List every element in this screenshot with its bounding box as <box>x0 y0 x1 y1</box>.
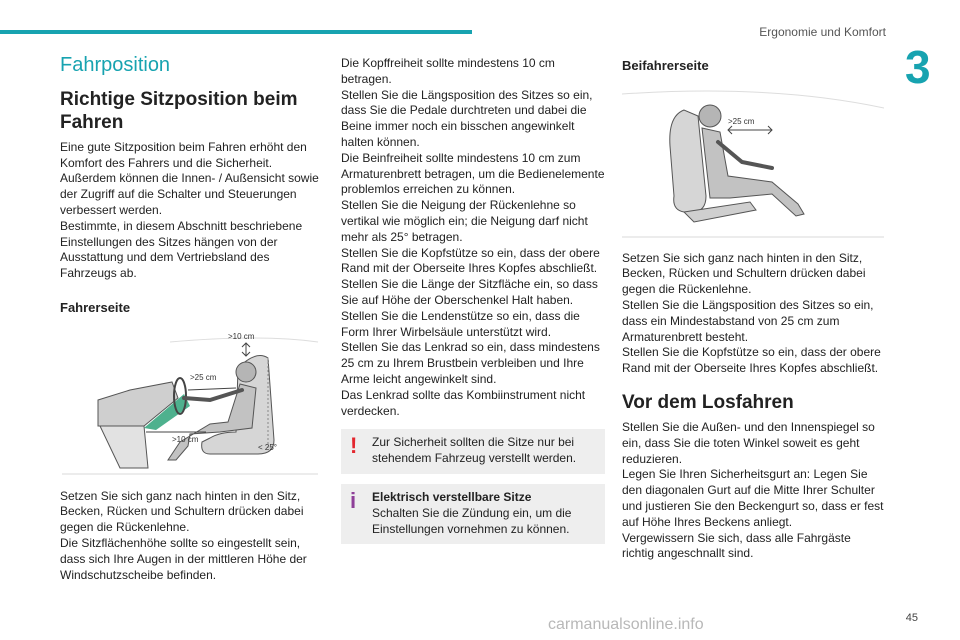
column-middle <box>341 56 605 544</box>
adjust-paragraph: Stellen Sie das Lenkrad so ein, dass mindestens 25 cm zu Ihrem Brustbein verbleiben und Ihre Arme leicht angewinkelt sind. <box>341 340 600 386</box>
intro-paragraph: Außerdem können die Innen- / Außensicht sowie der Zugriff auf die Schalter und Steuerungen verbessert werden. <box>60 171 319 217</box>
adjust-paragraph: Stellen Sie die Länge der Sitzfläche ein, so dass Sie auf Höhe der Oberschenkel Halt haben. <box>341 277 598 307</box>
page-number: 45 <box>905 612 918 624</box>
driver-seat-illustration <box>60 328 320 481</box>
passenger-paragraph: Setzen Sie sich ganz nach hinten in den Sitz, Becken, Rücken und Schultern drücken dabei gegen die Rückenlehne. <box>622 250 866 297</box>
heading-sitting-position: Richtige Sitzposition beim Fahren <box>60 88 298 133</box>
driver-label-knee: >10 cm <box>172 434 199 444</box>
adjust-paragraph: Stellen Sie die Längsposition des Sitzes so ein, dass Sie die Pedale durchtreten und dabei die Beine immer noch ein bisschen angewinkelt halten können. <box>341 87 593 149</box>
heading-before-driving: Vor dem Losfahren <box>622 391 794 413</box>
driver-paragraph: Die Sitzflächenhöhe sollte so eingestellt sein, dass sich Ihre Augen in der mittleren Höhe der Windschutzscheibe befinden. <box>60 535 307 582</box>
before-paragraph: Legen Sie Ihren Sicherheitsgurt an: Legen Sie den diagonalen Gurt auf die Mitte Ihrer Schulter und justieren Sie den Beckengurt so, dass er fest auf Höhe Ihres Beckens anliegt. <box>622 467 884 529</box>
driver-label-angle: < 25° <box>258 442 277 452</box>
passenger-label-distance: >25 cm <box>728 116 755 126</box>
intro-paragraph: Eine gute Sitzposition beim Fahren erhöht den Komfort des Fahrers und die Sicherheit. <box>60 139 307 170</box>
warning-note <box>341 429 605 474</box>
heading-driver-side: Fahrerseite <box>60 299 131 315</box>
warning-icon: ! <box>350 433 358 459</box>
adjust-paragraph: Die Beinfreiheit sollte mindestens 10 cm zum Armaturenbrett betragen, um die Bedienelemente problemlos erreichen zu können. <box>341 150 605 197</box>
chapter-number: 3 <box>905 41 931 93</box>
adjust-paragraph: Stellen Sie die Neigung der Rückenlehne so vertikal wie möglich ein; die Neigung darf nicht mehr als 25° betragen. <box>341 198 588 244</box>
driver-paragraph: Setzen Sie sich ganz nach hinten in den Sitz, Becken, Rücken und Schultern drücken dabei gegen die Rückenlehne. <box>60 488 304 535</box>
passenger-seat-illustration <box>622 86 886 243</box>
header-accent-bar <box>0 30 472 34</box>
column-left <box>60 56 320 583</box>
adjust-paragraph: Die Kopffreiheit sollte mindestens 10 cm betragen. <box>341 56 555 86</box>
intro-paragraph: Bestimmte, in diesem Abschnitt beschriebene Einstellungen des Sitzes hängen von der Ausstattung und dem Vertriebsland des Fahrzeugs ab. <box>60 218 303 281</box>
passenger-paragraph: Stellen Sie die Kopfstütze so ein, dass der obere Rand mit der Oberseite Ihres Kopfes abschließt. <box>622 345 881 376</box>
adjust-paragraph: Stellen Sie die Kopfstütze so ein, dass der obere Rand mit der Oberseite Ihres Kopfes abschließt. <box>341 245 600 276</box>
driver-label-head: >10 cm <box>228 331 255 341</box>
heading-passenger-side: Beifahrerseite <box>622 58 709 73</box>
info-text: Schalten Sie die Zündung ein, um die Einstellungen vornehmen zu können. <box>372 505 572 536</box>
column-right <box>622 56 886 562</box>
passenger-paragraph: Stellen Sie die Längsposition des Sitzes so ein, dass ein Mindestabstand von 25 cm zum Armaturenbrett besteht. <box>622 297 874 344</box>
section-title: Fahrposition <box>60 54 171 76</box>
chapter-title: Ergonomie und Komfort <box>759 25 886 39</box>
adjust-paragraph: Stellen Sie die Lendenstütze so ein, dass die Form Ihrer Wirbelsäule unterstützt wird. <box>341 308 580 339</box>
watermark: carmanualsonline.info <box>548 616 704 633</box>
info-note <box>341 484 605 544</box>
info-title: Elektrisch verstellbare Sitze <box>372 489 532 504</box>
before-paragraph: Stellen Sie die Außen- und den Innenspiegel so ein, dass Sie die toten Winkel soweit es geht reduzieren. <box>622 419 875 466</box>
info-icon: i <box>350 487 357 513</box>
before-paragraph: Vergewissern Sie sich, dass alle Fahrgäste richtig angeschnallt sind. <box>622 530 851 561</box>
adjust-paragraph: Das Lenkrad sollte das Kombiinstrument nicht verdecken. <box>341 387 586 418</box>
warning-text: Zur Sicherheit sollten die Sitze nur bei stehendem Fahrzeug verstellt werden. <box>372 435 577 466</box>
driver-label-wheel: >25 cm <box>190 372 217 382</box>
